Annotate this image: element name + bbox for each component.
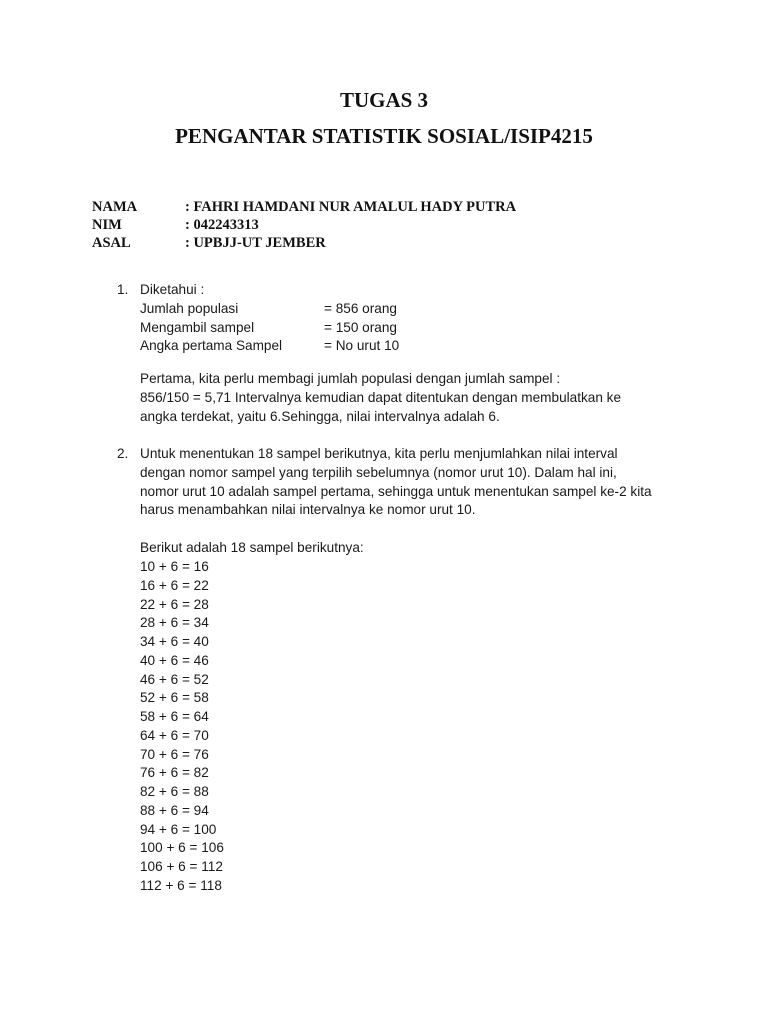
calculation-line: 34 + 6 = 40 <box>140 634 209 649</box>
fact-row <box>140 337 399 355</box>
identity-value: : UPBJJ-UT JEMBER <box>185 235 326 251</box>
identity-row <box>92 199 516 216</box>
fact-value: = 856 orang <box>324 300 397 316</box>
calculation-line: 46 + 6 = 52 <box>140 671 209 687</box>
list-number: 1. <box>117 282 129 297</box>
fact-value: = 150 orang <box>324 319 397 335</box>
calculation-line: 100 + 6 = 106 <box>140 840 224 856</box>
identity-label: NIM <box>92 217 122 233</box>
calculation-line: 82 + 6 = 88 <box>140 784 209 799</box>
paragraph-line: 856/150 = 5,71 Intervalnya kemudian dapat ditentukan dengan membulatkan ke <box>140 389 622 405</box>
paragraph-line: nomor urut 10 adalah sampel pertama, sehingga untuk menentukan sampel ke-2 kita <box>140 483 652 499</box>
calculation-line: 16 + 6 = 22 <box>140 577 209 593</box>
paragraph-line: angka terdekat, yaitu 6.Sehingga, nilai intervalnya adalah 6. <box>140 408 500 424</box>
paragraph-line: harus menambahkan nilai intervalnya ke nomor urut 10. <box>140 502 476 518</box>
fact-row <box>140 319 397 337</box>
calculation-line: 22 + 6 = 28 <box>140 596 209 612</box>
document-subtitle: PENGANTAR STATISTIK SOSIAL/ISIP4215 <box>175 124 593 148</box>
fact-key: Mengambil sampel <box>140 319 255 335</box>
calculation-line: 94 + 6 = 100 <box>140 821 217 837</box>
list-intro: Berikut adalah 18 sampel berikutnya: <box>140 540 364 555</box>
calculation-line: 88 + 6 = 94 <box>140 802 209 818</box>
calculation-line: 10 + 6 = 16 <box>140 559 209 574</box>
document-title: TUGAS 3 <box>339 88 429 112</box>
calculation-line: 106 + 6 = 112 <box>140 859 223 874</box>
fact-key: Angka pertama Sampel <box>140 338 283 354</box>
identity-label: ASAL <box>92 235 131 251</box>
identity-value: : 042243313 <box>185 217 259 233</box>
identity-row <box>92 235 326 252</box>
fact-value: = No urut 10 <box>324 338 400 354</box>
calculation-line: 58 + 6 = 64 <box>140 709 209 724</box>
calculation-line: 112 + 6 = 118 <box>140 877 222 893</box>
calculation-line: 28 + 6 = 34 <box>140 615 209 631</box>
paragraph-line: Untuk menentukan 18 sampel berikutnya, kita perlu menjumlahkan nilai interval <box>140 446 618 461</box>
calculation-line: 64 + 6 = 70 <box>140 727 209 743</box>
identity-row <box>92 217 259 234</box>
fact-row <box>140 300 397 318</box>
calculation-line: 76 + 6 = 82 <box>140 765 209 781</box>
fact-key: Jumlah populasi <box>140 300 239 316</box>
item-heading: Diketahui : <box>140 282 205 297</box>
paragraph-line: dengan nomor sampel yang terpilih sebelumnya (nomor urut 10). Dalam hal ini, <box>140 464 617 480</box>
calculation-line: 40 + 6 = 46 <box>140 652 209 668</box>
calculation-line: 70 + 6 = 76 <box>140 746 209 762</box>
paragraph-line: Pertama, kita perlu membagi jumlah populasi dengan jumlah sampel : <box>140 371 561 386</box>
list-number: 2. <box>117 446 129 461</box>
identity-label: NAMA <box>92 199 138 215</box>
identity-value: : FAHRI HAMDANI NUR AMALUL HADY PUTRA <box>185 199 517 215</box>
calculation-line: 52 + 6 = 58 <box>140 690 209 706</box>
